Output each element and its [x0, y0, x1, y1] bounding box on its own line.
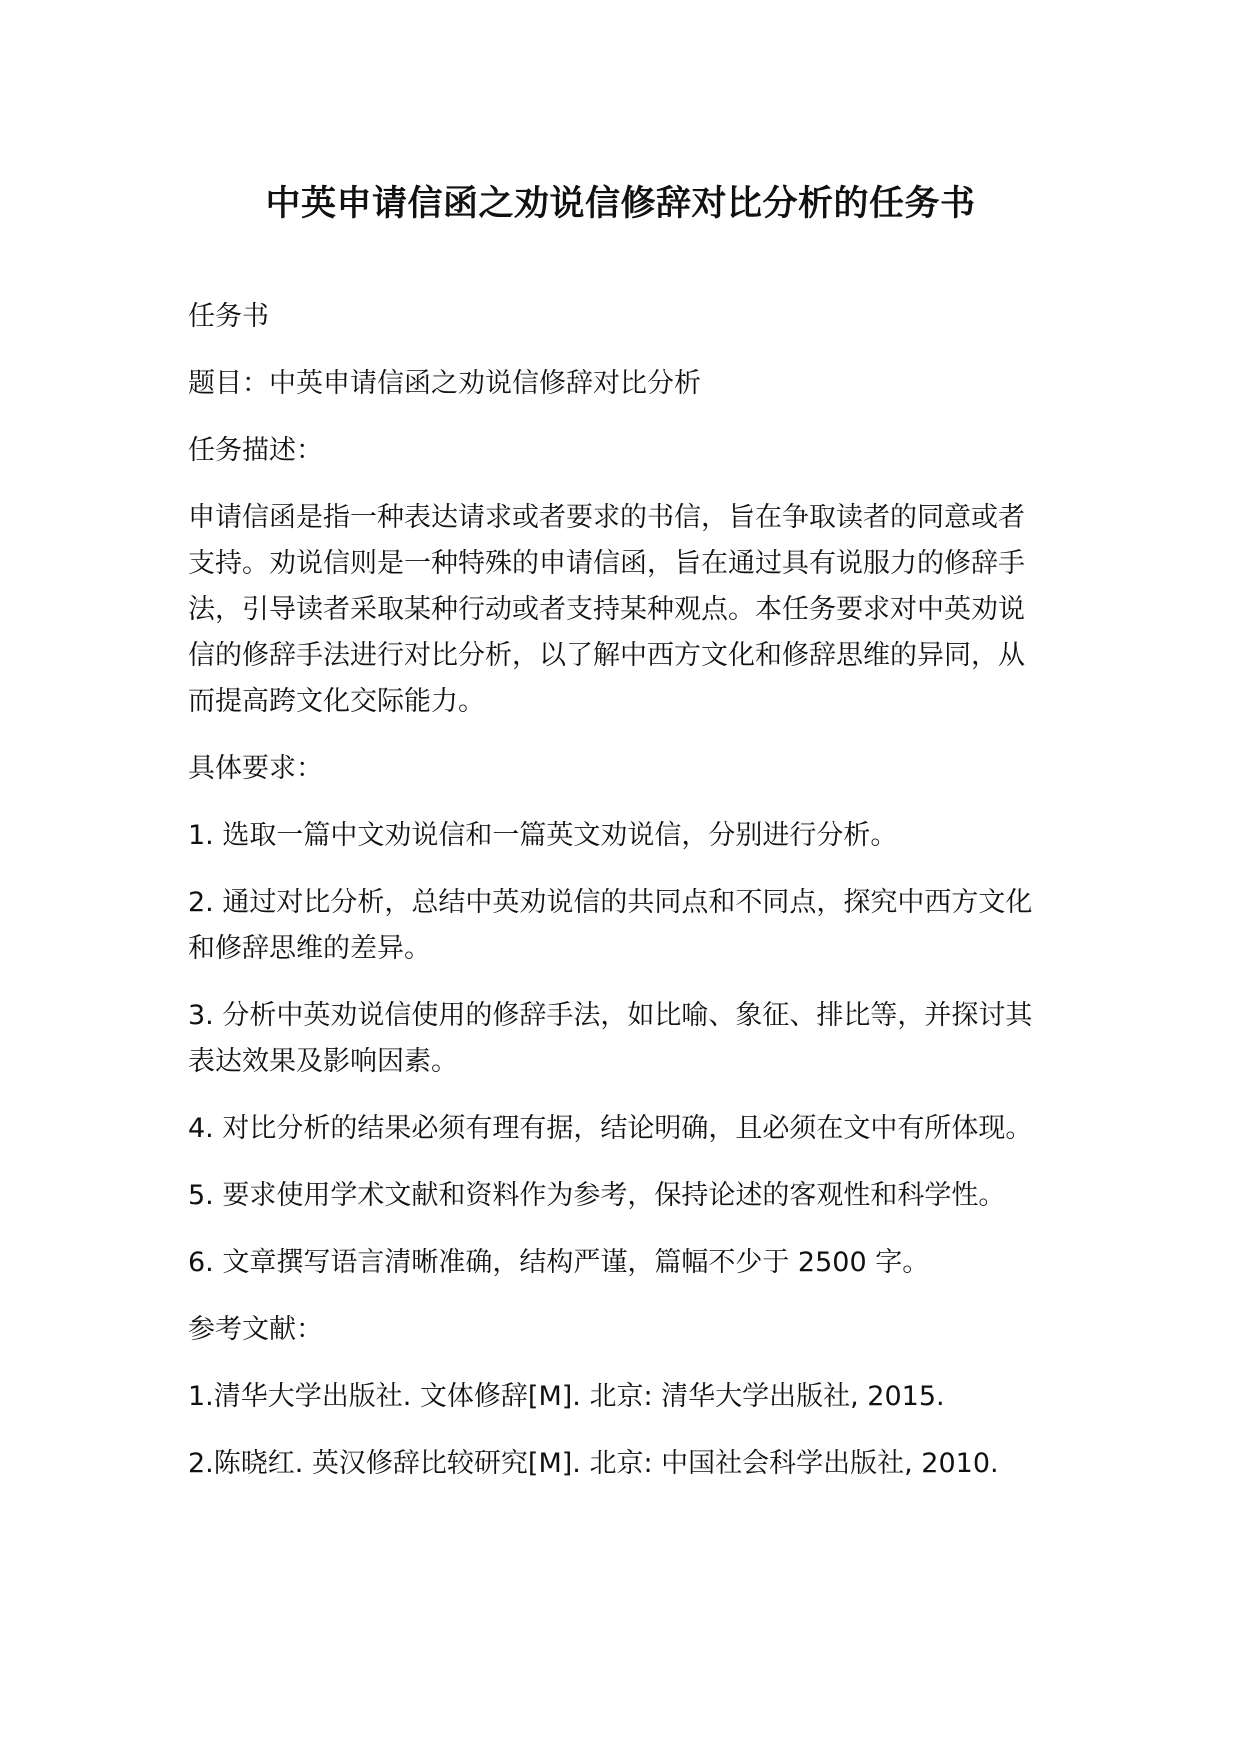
- references-label: 参考文献：: [188, 1314, 323, 1345]
- requirement-item: 4. 对比分析的结果必须有理有据，结论明确，且必须在文中有所体现。: [188, 1113, 1033, 1144]
- requirement-item: 3. 分析中英劝说信使用的修辞手法，如比喻、象征、排比等，并探讨其表达效果及影响因素。: [188, 1000, 1033, 1077]
- reference-item: 2.陈晓红. 英汉修辞比较研究[M]. 北京: 中国社会科学出版社, 2010.: [188, 1448, 999, 1479]
- description-paragraph: 申请信函是指一种表达请求或者要求的书信，旨在争取读者的同意或者支持。劝说信则是一种特殊的申请信函，旨在通过具有说服力的修辞手法，引导读者采取某种行动或者支持某种观点。本任务要求对中英劝说信的修辞手法进行对比分析，以了解中西方文化和修辞思维的异同，从而提高跨文化交际能力。: [188, 502, 1025, 717]
- requirements-label: 具体要求：: [188, 753, 323, 784]
- reference-item: 1.清华大学出版社. 文体修辞[M]. 北京: 清华大学出版社, 2015.: [188, 1381, 945, 1412]
- requirement-item: 5. 要求使用学术文献和资料作为参考，保持论述的客观性和科学性。: [188, 1180, 1006, 1211]
- document-body: [188, 294, 1048, 1508]
- topic-line: 题目：中英申请信函之劝说信修辞对比分析: [188, 368, 701, 399]
- requirement-item: 6. 文章撰写语言清晰准确，结构严谨，篇幅不少于 2500 字。: [188, 1247, 930, 1278]
- requirement-item: 2. 通过对比分析，总结中英劝说信的共同点和不同点，探究中西方文化和修辞思维的差异。: [188, 887, 1033, 964]
- description-label: 任务描述：: [188, 435, 323, 466]
- task-heading: 任务书: [188, 301, 269, 332]
- requirement-item: 1. 选取一篇中文劝说信和一篇英文劝说信，分别进行分析。: [188, 820, 898, 851]
- document-title: 中英申请信函之劝说信修辞对比分析的任务书: [265, 184, 976, 224]
